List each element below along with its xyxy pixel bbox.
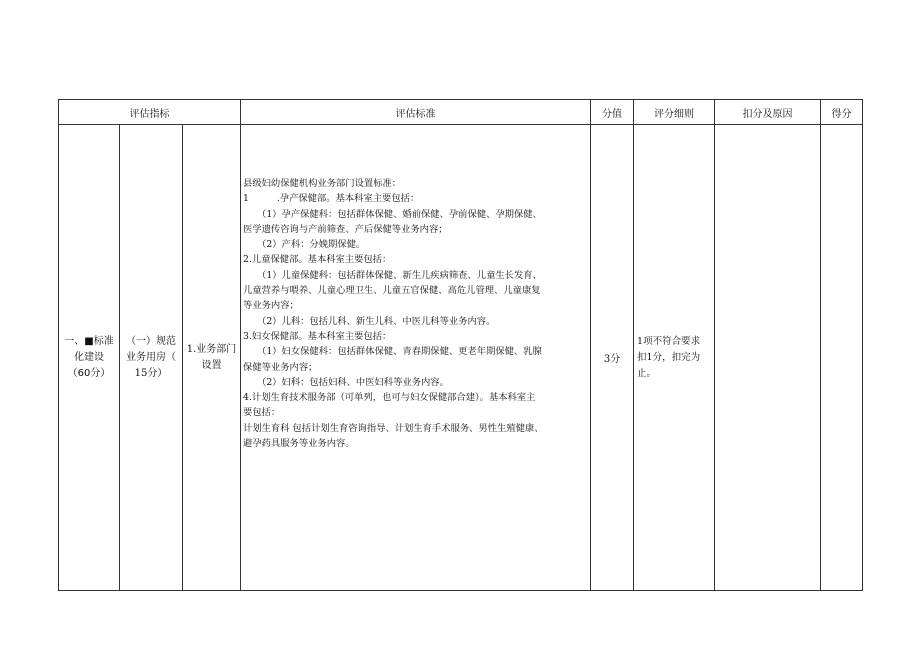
header-score-value: 分值 — [591, 100, 634, 125]
score-cell: 3分 — [591, 125, 634, 591]
subcategory-line: （一）规范 — [126, 335, 176, 347]
standard-line: 等业务内容； — [243, 300, 299, 312]
standard-line: （1）妇女保健科：包括群体保健、青春期保健、更老年期保健、乳腺 — [257, 346, 542, 358]
header-assessment-standard: 评估标准 — [241, 100, 591, 125]
obtained-score-cell[interactable] — [821, 125, 863, 591]
standard-line: 保健等业务内容； — [243, 361, 318, 373]
category-cell — [59, 125, 120, 591]
standard-line: 2.儿童保健部。基本科室主要包括： — [243, 254, 392, 266]
standard-line: 1 .孕产保健部。基本科室主要包括： — [243, 193, 420, 205]
standard-cell — [241, 125, 591, 591]
standard-line: 计划生育科 包括计划生育咨询指导、计划生育手术服务、男性生殖健康、 — [243, 422, 544, 434]
detail-line: 1项不符合要求 — [637, 335, 701, 347]
table-row — [59, 125, 863, 591]
standard-line: （1）孕产保健科：包括群体保健、婚前保健、孕前保健、孕期保健、 — [257, 208, 542, 220]
header-row — [59, 100, 863, 125]
detail-line: 扣1分，扣完为 — [637, 351, 701, 363]
standard-line: 医学遗传咨询与产前筛查、产后保健等业务内容； — [243, 223, 448, 235]
category-line: 化建设 — [74, 351, 104, 363]
standard-line: （2）产科：分娩期保健。 — [257, 239, 366, 251]
subcategory-cell — [120, 125, 183, 591]
subcategory-line: 15分） — [134, 367, 168, 379]
standard-line: （2）儿科：包括儿科、新生儿科、中医儿科等业务内容。 — [257, 315, 496, 327]
deduction-reason-cell[interactable] — [715, 125, 821, 591]
item-line: 设置 — [201, 359, 222, 371]
header-deduction-reason: 扣分及原因 — [715, 100, 821, 125]
standard-line: 要包括： — [243, 407, 281, 419]
standard-line: 儿童营养与喂养、儿童心理卫生、儿童五官保健、高危儿管理、儿童康复 — [243, 285, 541, 297]
header-scoring-rules: 评分细则 — [634, 100, 715, 125]
detail-line: 止。 — [637, 367, 657, 379]
subcategory-line: 业务用房（ — [126, 351, 176, 363]
scoring-detail-cell — [634, 125, 715, 591]
standard-line: 县级妇幼保健机构业务部门设置标准： — [243, 178, 402, 189]
category-line: （60分） — [67, 367, 111, 379]
standard-line: 4.计划生育技术服务部（可单列，也可与妇女保健部合建）。基本科室主 — [243, 392, 536, 404]
header-obtained-score: 得分 — [821, 100, 863, 125]
standard-line: （2）妇科：包括妇科、中医妇科等业务内容。 — [257, 376, 449, 388]
standard-line: （1）儿童保健科：包括群体保健、新生儿疾病筛查、儿童生长发育、 — [257, 269, 542, 281]
item-line: 1.业务部门 — [186, 343, 237, 355]
standard-line: 避孕药具服务等业务内容。 — [243, 438, 355, 450]
item-cell — [183, 125, 241, 591]
category-line: 一、■标准 — [64, 335, 114, 347]
assessment-table — [58, 99, 863, 591]
header-assessment-indicator: 评估指标 — [59, 100, 241, 125]
standard-line: 3.妇女保健部。基本科室主要包括： — [243, 330, 392, 342]
